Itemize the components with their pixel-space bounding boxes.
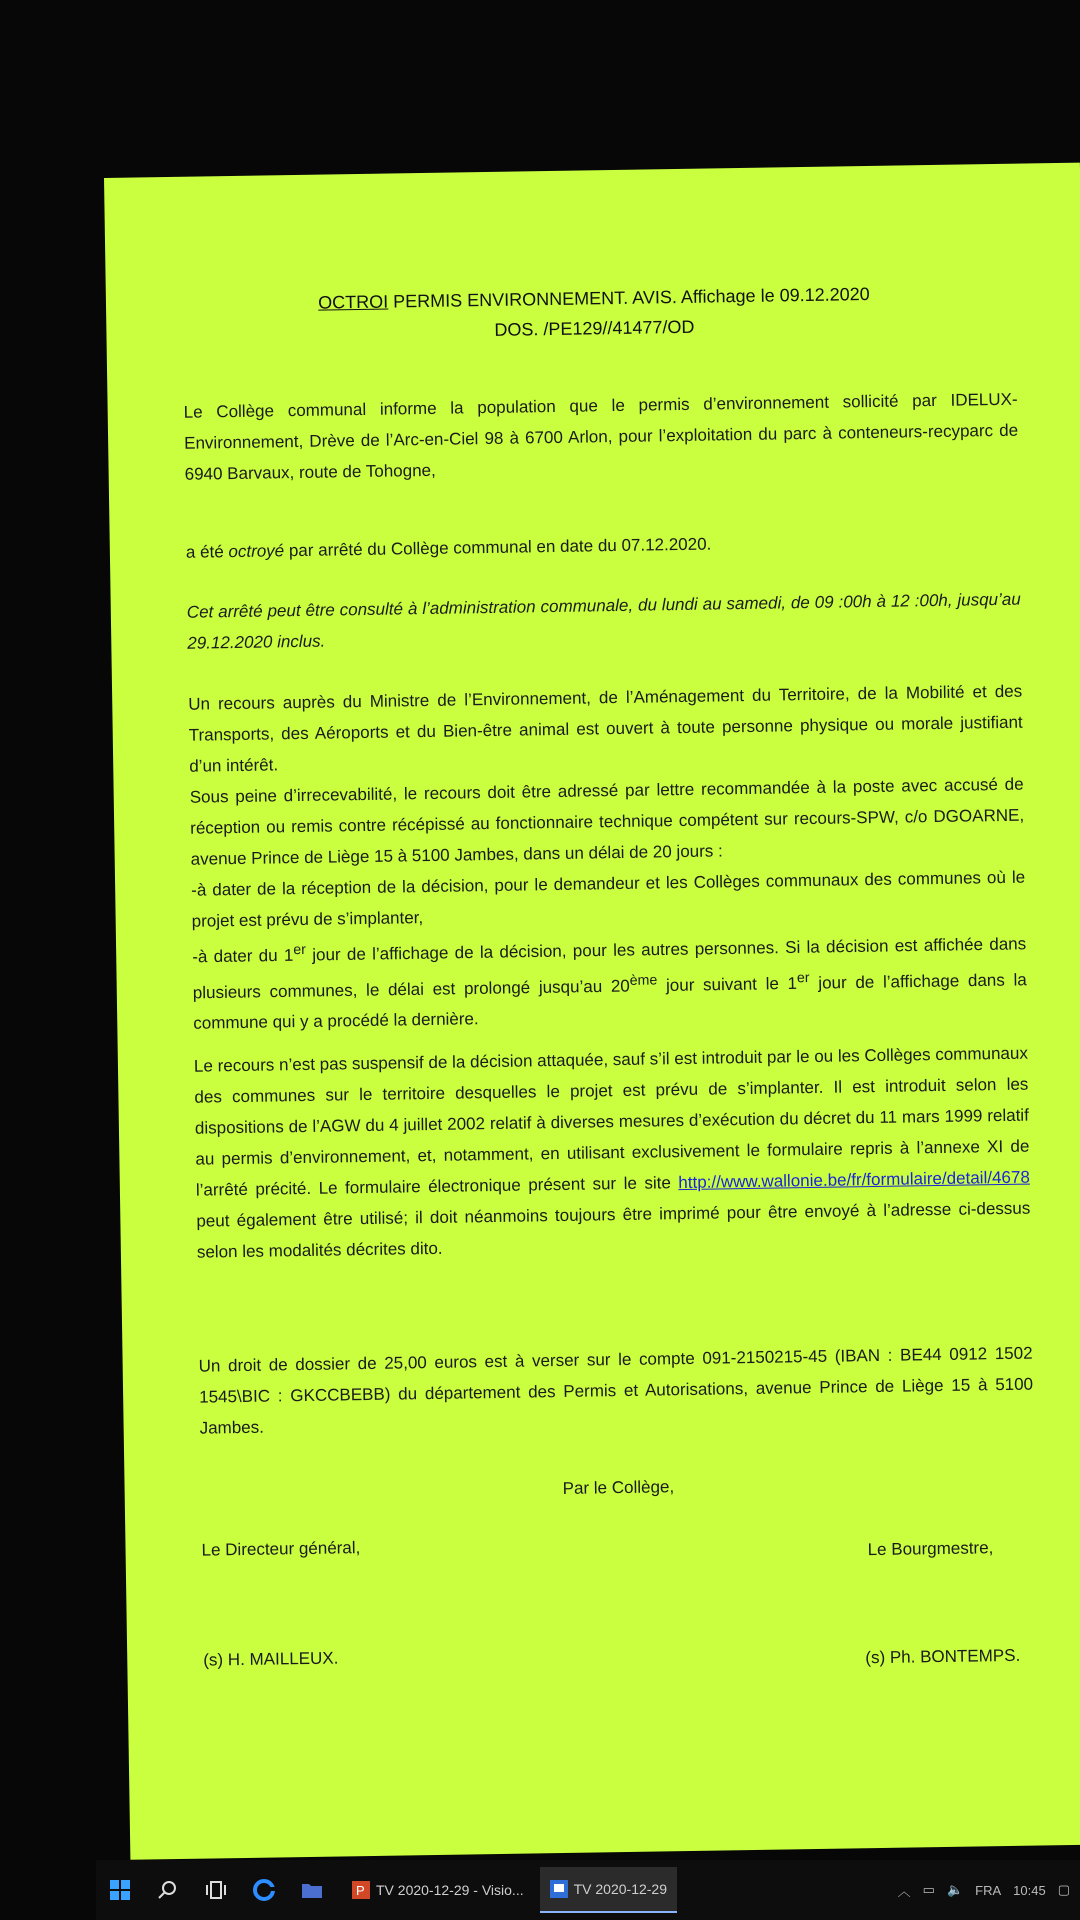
taskbar-app-visio-label: TV 2020-12-29 - Visio... bbox=[376, 1882, 524, 1898]
octroye-after: par arrêté du Collège communal en date du 07.12.2020. bbox=[284, 534, 712, 561]
suspensif-after: peut également être utilisé; il doit néanmoins toujours être imprimé pour être envoyé à l’adresse ci-dessus selon les modalités décrites dito. bbox=[196, 1198, 1031, 1262]
paragraph-octroye bbox=[186, 524, 1020, 568]
svg-text:P: P bbox=[356, 1883, 365, 1898]
paragraph-irrecevabilite: Sous peine d’irrecevabilité, le recours doit être adressé par lettre recommandée à la poste avec accusé de réception ou remis contre récépissé au fonctionnaire technique compétent sur recours-SPW, c/o DGOARNE, avenue Prince de Liège 15 à 5100 Jambes, dans un délai de 20 jours : bbox=[189, 774, 1025, 869]
network-icon[interactable]: ▭ bbox=[922, 1882, 935, 1897]
affichage-sup-1: er bbox=[293, 941, 307, 959]
affichage-part-b: jour de l’affichage de la décision, pour les autres personnes. Si la décision est affichée dans plusieurs communes, le délai est prolongé jusqu’au 20 bbox=[192, 934, 1027, 1003]
taskbar bbox=[96, 1860, 1080, 1920]
powerpoint-icon bbox=[352, 1881, 370, 1899]
paragraph-reception: -à dater de la réception de la décision, pour le demandeur et les Collèges communaux des communes où le projet est prévu de s’implanter, bbox=[191, 867, 1026, 931]
paragraph-droit-dossier: Un droit de dossier de 25,00 euros est à verser sur le compte 091-2150215-45 (IBAN : BE44 0912 1502 1545\BIC : GKCCBEBB) du département des Permis et Autorisations, avenue Prince de Liège 15 à 5100 Jambes. bbox=[198, 1343, 1034, 1438]
signature-mailleux: (s) H. MAILLEUX. bbox=[203, 1648, 339, 1670]
suspensif-before: Le recours n’est pas suspensif de la décision attaquée, sauf s’il est introduit par le ou les Collèges communaux des communes sur le territoire desquelles le projet est prévu de s’implanter. Il est introduit selon les dispositions de l’AGW du 4 juillet 2002 relatif à diverses mesures d’exécution du décret du 11 mars 1999 relatif au permis d’environnement, et, notamment, en utilisant exclusivement le formulaire repris à l’annexe XI de l’arrêté précité. Le formulaire électronique présent sur le site bbox=[193, 1043, 1030, 1200]
paragraph-affichage bbox=[192, 924, 1028, 1039]
document-title bbox=[106, 281, 1080, 317]
task-view-icon[interactable] bbox=[202, 1876, 230, 1904]
signature-college: Par le Collège, bbox=[562, 1477, 675, 1498]
notification-icon[interactable]: ▢ bbox=[1057, 1882, 1070, 1897]
taskbar-app-tv[interactable] bbox=[540, 1867, 677, 1913]
chevron-up-icon[interactable]: ︿ bbox=[897, 1883, 911, 1899]
title-octroi: OCTROI bbox=[318, 291, 389, 313]
windows-start-button[interactable] bbox=[106, 1876, 134, 1904]
dossier-number: DOS. /PE129//41477/OD bbox=[494, 316, 695, 340]
octroye-word: octroyé bbox=[228, 541, 285, 562]
windows-logo-icon bbox=[110, 1880, 130, 1900]
clock[interactable]: 10:45 bbox=[1013, 1882, 1046, 1898]
title-rest: PERMIS ENVIRONNEMENT. AVIS. Affichage le 09.12.2020 bbox=[388, 283, 870, 312]
paragraph-recours: Un recours auprès du Ministre de l’Environnement, de l’Aménagement du Territoire, de la Mobilité et des Transports, des Aéroports et du Bien-être animal est ouvert à toute personne physique ou morale justifiant d’un intérêt. bbox=[188, 681, 1023, 776]
affichage-part-a: -à dater du 1 bbox=[192, 945, 294, 967]
presentation-icon bbox=[550, 1880, 568, 1898]
document-page bbox=[104, 163, 1080, 1860]
formulaire-link[interactable]: http://www.wallonie.be/fr/formulaire/detail/4678 bbox=[678, 1167, 1030, 1193]
search-icon[interactable] bbox=[154, 1876, 182, 1904]
language-indicator[interactable]: FRA bbox=[975, 1882, 1002, 1898]
paragraph-intro: Le Collège communal informe la population que le permis d’environnement sollicité par IDELUX-Environnement, Drève de l’Arc-en-Ciel 98 à 6700 Arlon, pour l’exploitation du parc à conteneurs-recyparc de 6940 Barvaux, route de Tohogne, bbox=[183, 389, 1019, 484]
system-tray bbox=[898, 1881, 1080, 1900]
affichage-sup-3: er bbox=[796, 969, 810, 986]
taskbar-app-visio[interactable] bbox=[342, 1868, 534, 1912]
paragraph-suspensif bbox=[194, 1038, 1031, 1268]
edge-browser-icon[interactable] bbox=[250, 1876, 278, 1904]
signature-bontemps: (s) Ph. BONTEMPS. bbox=[865, 1645, 1021, 1668]
paragraph-consultation: Cet arrêté peut être consulté à l’administration communale, du lundi au samedi, de 09 :00h à 12 :00h, jusqu’au 29.12.2020 inclus. bbox=[186, 589, 1021, 653]
affichage-part-d: jour de l’affichage dans la commune qui y a procédé la dernière. bbox=[193, 969, 1027, 1034]
octroye-before: a été bbox=[185, 542, 229, 562]
taskbar-app-tv-label: TV 2020-12-29 bbox=[573, 1881, 668, 1897]
file-explorer-icon[interactable] bbox=[298, 1876, 326, 1904]
volume-icon[interactable]: 🔈 bbox=[946, 1882, 964, 1897]
signature-directeur-label: Le Directeur général, bbox=[201, 1538, 361, 1560]
affichage-part-c: jour suivant le 1 bbox=[657, 973, 798, 995]
signature-bourgmestre-label: Le Bourgmestre, bbox=[867, 1538, 994, 1560]
affichage-sup-2: ème bbox=[629, 972, 658, 989]
recours-block bbox=[188, 676, 1027, 1039]
